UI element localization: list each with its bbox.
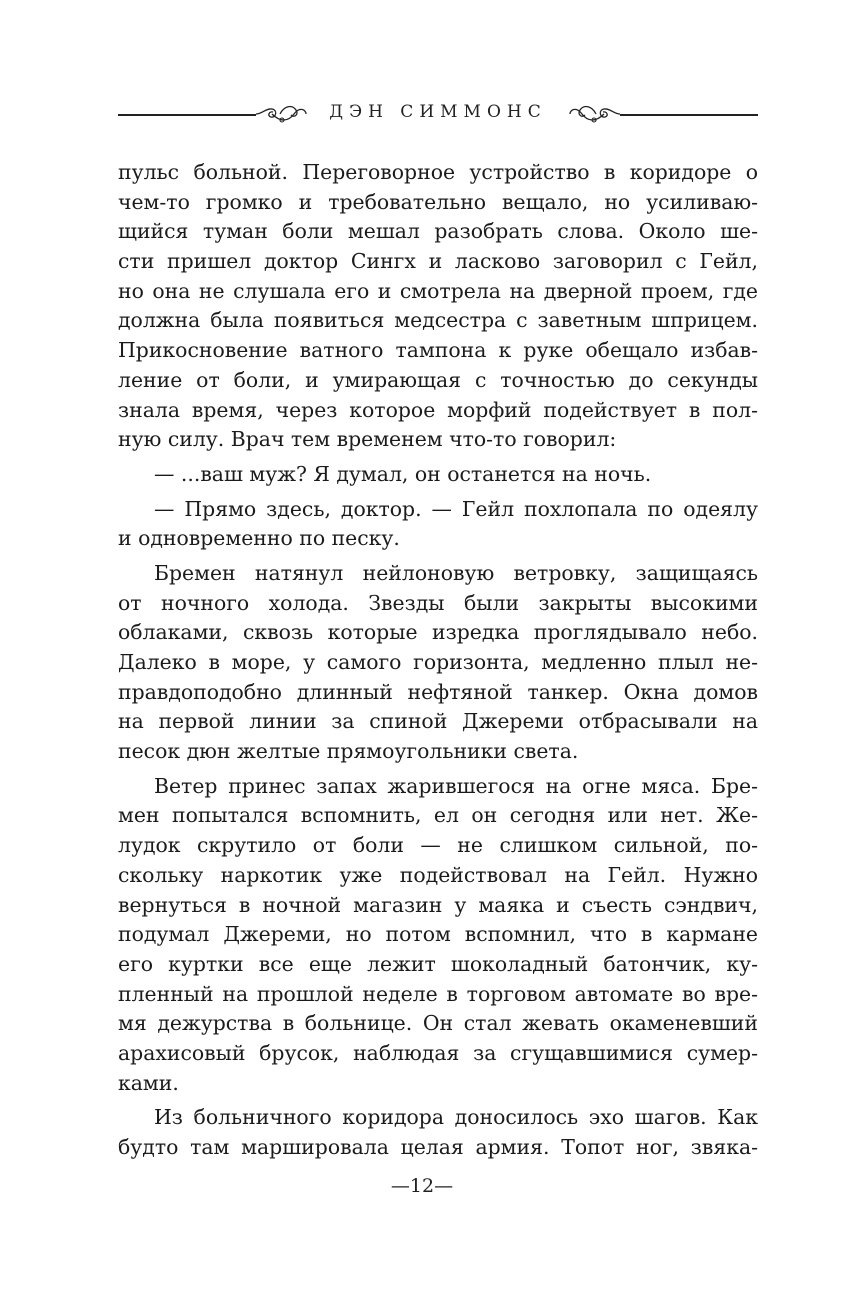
- text-line: Прикосновение ватного тампона к руке обещало избав-: [118, 338, 758, 363]
- page-number: —12—: [390, 1175, 454, 1197]
- paragraph: [118, 772, 758, 1099]
- text-line: песок дюн желтые прямоугольники света.: [118, 739, 579, 764]
- text-line: от ночного холода. Звезды были закрыты высокими: [118, 590, 758, 615]
- paragraph: [118, 559, 758, 767]
- text-line: лудок скрутило от боли — не слишком сильной, по-: [118, 833, 758, 858]
- paragraph: [118, 158, 758, 455]
- text-line: мя дежурства в больнице. Он стал жевать окаменевший: [118, 1011, 758, 1036]
- text-line: Бремен натянул нейлоновую ветровку, защищаясь: [154, 560, 758, 585]
- text-line: пульс больной. Переговорное устройство в коридоре о: [118, 160, 758, 184]
- paragraph: [118, 460, 758, 490]
- text-line: чем-то громко и требовательно вещало, но усиливаю-: [118, 189, 758, 214]
- text-line: должна была появиться медсестра с заветным шприцем.: [118, 308, 758, 333]
- text-line: Ветер принес запах жарившегося на огне мяса. Бре-: [154, 773, 758, 798]
- text-line: но она не слушала его и смотрела на дверной проем, где: [118, 278, 758, 303]
- text-line: ную силу. Врач тем временем что-то говорил:: [118, 427, 617, 452]
- header-rule-left: [118, 114, 256, 116]
- flourish-left-icon: [254, 100, 308, 128]
- text-line: правдоподобно длинный нефтяной танкер. Окна домов: [118, 679, 758, 704]
- header-rule-right: [620, 114, 758, 116]
- text-line: подумал Джереми, но потом вспомнил, что в кармане: [118, 922, 758, 947]
- body-text: [118, 158, 758, 1163]
- text-line: пленный на прошлой неделе в торговом автомате во вре-: [118, 981, 758, 1006]
- running-header: [118, 98, 758, 130]
- text-line: вернуться в ночной магазин у маяка и съесть сэндвич,: [118, 892, 758, 917]
- text-line: скольку наркотик уже подействовал на Гейл. Нужно: [118, 862, 758, 887]
- text-line: облаками, сквозь которые изредка проглядывало небо.: [118, 620, 758, 645]
- text-line: знала время, через которое морфий подействует в пол-: [118, 397, 758, 422]
- text-line: его куртки все еще лежит шоколадный батончик, ку-: [118, 951, 758, 976]
- text-line: — Прямо здесь, доктор. — Гейл похлопала по одеялу: [154, 496, 758, 521]
- running-head-title: ДЭН СИММОНС: [329, 102, 547, 122]
- text-line: сти пришел доктор Сингх и ласково заговорил с Гейл,: [118, 249, 758, 274]
- text-line: Далеко в море, у самого горизонта, медленно плыл не-: [118, 650, 758, 674]
- text-line: арахисовый брусок, наблюдая за сгущавшимися сумер-: [118, 1040, 758, 1065]
- text-line: ками.: [118, 1070, 179, 1095]
- text-line: на первой линии за спиной Джереми отбрасывали на: [118, 709, 758, 734]
- text-line: Из больничного коридора доносилось эхо шагов. Как: [154, 1105, 758, 1130]
- paragraph: [118, 1103, 758, 1162]
- text-line: и одновременно по песку.: [118, 526, 400, 551]
- text-line: щийся туман боли мешал разобрать слова. Около ше-: [118, 219, 758, 244]
- paragraph: [118, 495, 758, 554]
- text-line: ление от боли, и умирающая с точностью до секунды: [118, 367, 758, 392]
- text-line: мен попытался вспомнить, ел он сегодня или нет. Же-: [118, 803, 758, 828]
- text-line: будто там маршировала целая армия. Топот ног, звяка-: [118, 1135, 758, 1159]
- flourish-right-icon: [568, 100, 622, 128]
- text-line: — ...ваш муж? Я думал, он останется на ночь.: [154, 461, 652, 486]
